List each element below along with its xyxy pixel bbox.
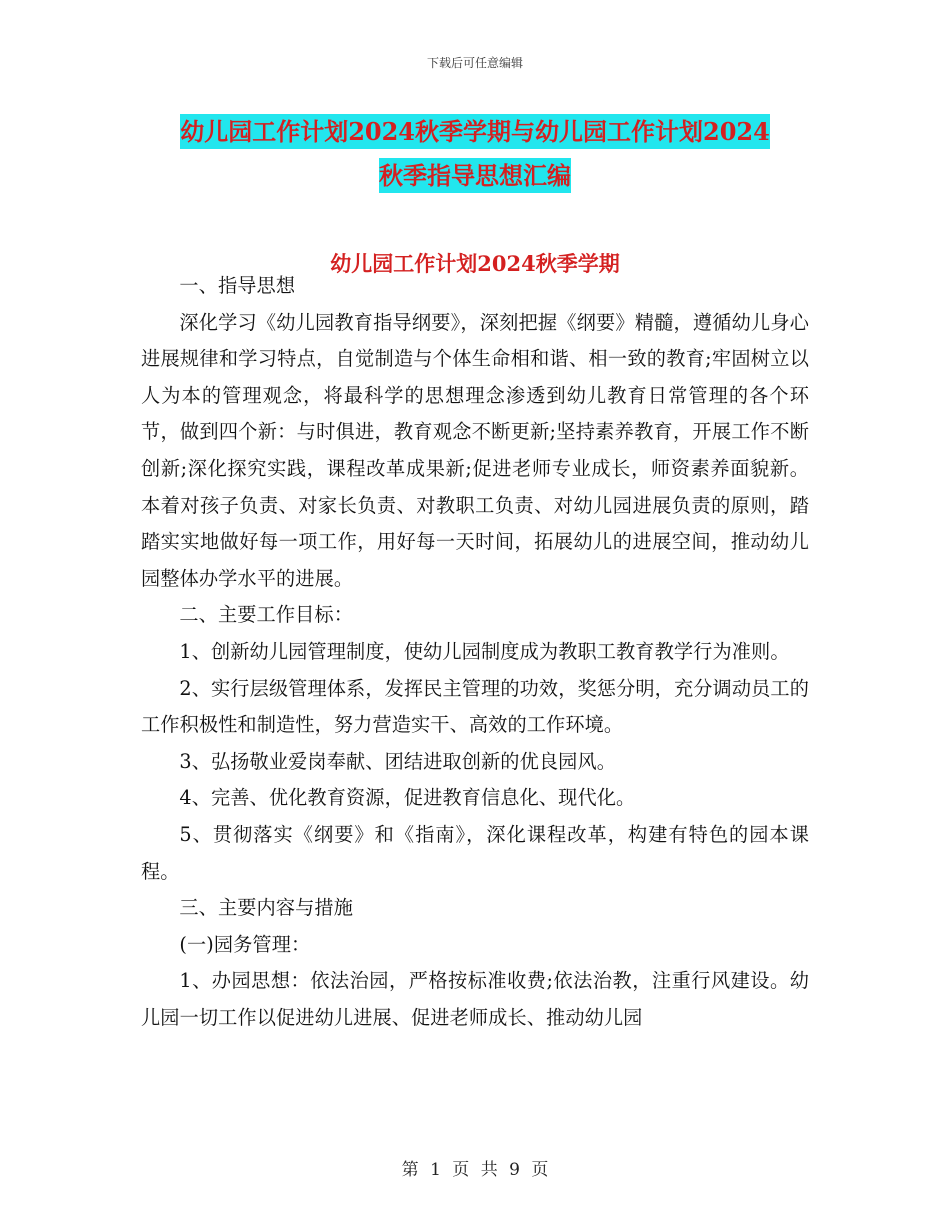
- paragraph: 3、弘扬敬业爱岗奉献、团结进取创新的优良园风。: [179, 749, 617, 773]
- section-title: 幼儿园工作计划2024秋季学期: [330, 251, 620, 276]
- paragraph-heading-content-measures: 三、主要内容与措施: [179, 896, 353, 920]
- page-footer: 第 1 页 共 9 页: [401, 1160, 549, 1180]
- document-title-line-1: 幼儿园工作计划2024秋季学期与幼儿园工作计划2024: [180, 114, 770, 149]
- body-text: [141, 268, 809, 1036]
- paragraph: 深化学习《幼儿园教育指导纲要》，深刻把握《纲要》精髓，遵循幼儿身心进展规律和学习特点，自觉制造与个体生命相和谐、相一致的教育;牢固树立以人为本的管理观念，将最科学的思想理念渗透到幼儿教育日常管理的各个环节，做到四个新：与时俱进，教育观念不断更新;坚持素养教育，开展工作不断创新;深化探究实践，课程改革成果新;促进老师专业成长，师资素养面貌新。本着对孩子负责、对家长负责、对教职工负责、对幼儿园进展负责的原则，踏踏实实地做好每一项工作，用好每一天时间，拓展幼儿的进展空间，推动幼儿园整体办学水平的进展。: [141, 310, 809, 590]
- paragraph: 4、完善、优化教育资源，促进教育信息化、现代化。: [179, 786, 636, 810]
- document-title-line-2: 秋季指导思想汇编: [379, 158, 571, 193]
- paragraph: 1、创新幼儿园管理制度，使幼儿园制度成为教职工教育教学行为准则。: [179, 639, 790, 663]
- paragraph: 2、实行层级管理体系，发挥民主管理的功效，奖惩分明，充分调动员工的工作积极性和制造性，努力营造实干、高效的工作环境。: [141, 676, 809, 737]
- header-note: 下载后可任意编辑: [426, 56, 523, 70]
- document-title: [140, 110, 810, 198]
- paragraph-heading-guiding-thought: 一、指导思想: [179, 274, 296, 297]
- paragraph-subheading: (一)园务管理：: [179, 932, 311, 956]
- paragraph-heading-main-goals: 二、主要工作目标：: [179, 603, 353, 627]
- paragraph: 1、办园思想：依法治园，严格按标准收费;依法治教，注重行风建设。幼儿园一切工作以促进幼儿进展、促进老师成长、推动幼儿园: [141, 969, 809, 1029]
- paragraph: 5、贯彻落实《纲要》和《指南》，深化课程改革，构建有特色的园本课程。: [141, 822, 809, 883]
